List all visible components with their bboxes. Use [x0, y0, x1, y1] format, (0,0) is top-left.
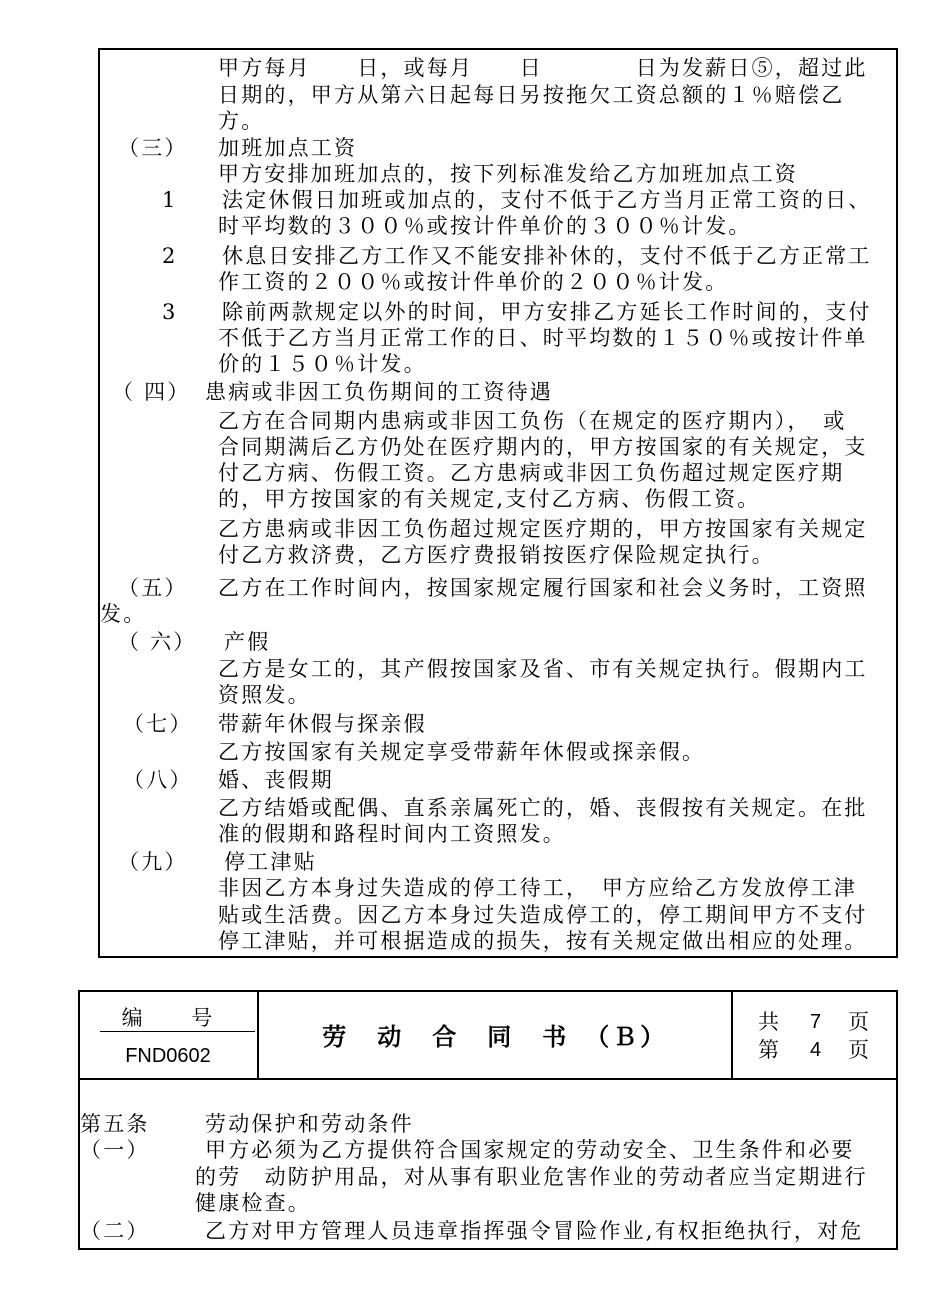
clause-line: 方。 — [218, 109, 265, 133]
total-pages-value: 7 — [810, 1011, 822, 1033]
page-number-label: 第 — [758, 1038, 782, 1062]
clause-line: 贴或生活费。因乙方本身过失造成停工的，停工期间甲方不支付 — [218, 903, 868, 927]
total-pages-unit: 页 — [848, 1010, 872, 1034]
clause-heading: 加班加点工资 — [218, 136, 358, 160]
clause-line: 法定休假日加班或加点的，支付不低于乙方当月正常工资的日、 — [222, 188, 872, 212]
clause-line: 价的１５０％计发。 — [218, 352, 427, 376]
clause-line: 乙方结婚或配偶、直系亲属死亡的，婚、丧假按有关规定。在批 — [218, 796, 868, 820]
clause-line: 付乙方救济费，乙方医疗费报销按医疗保险规定执行。 — [218, 543, 775, 567]
clause-number: （ 四） — [112, 380, 191, 404]
item-number: 1 — [162, 188, 178, 212]
clause-line: 乙方在合同期内患病或非因工负伤（在规定的医疗期内）， 或 — [218, 409, 847, 433]
clause-line: 甲方安排加班加点的，按下列标准发给乙方加班加点工资 — [218, 162, 798, 186]
item-number: 3 — [162, 300, 178, 324]
item-number: 2 — [162, 244, 178, 268]
clause-line: 休息日安排乙方工作又不能安排补休的，支付不低于乙方正常工 — [222, 244, 872, 268]
clause-line: 乙方在工作时间内，按国家规定履行国家和社会义务时，工资照 — [218, 576, 868, 600]
clause-heading: 患病或非因工负伤期间的工资待遇 — [205, 380, 553, 404]
clause-line: 乙方是女工的，其产假按国家及省、市有关规定执行。假期内工 — [218, 657, 868, 681]
article-heading: 劳动保护和劳动条件 — [205, 1112, 414, 1136]
page-number-value: 4 — [810, 1039, 822, 1061]
article-number: 第五条 — [80, 1112, 150, 1136]
clause-number: （三） — [118, 136, 188, 160]
clause-number: （九） — [118, 850, 188, 874]
clause-line: 乙方患病或非因工负伤超过规定医疗期的，甲方按国家有关规定 — [218, 517, 868, 541]
clause-line: 准的假期和路程时间内工资照发。 — [218, 822, 566, 846]
document-number-label: 编 号 — [121, 1006, 215, 1030]
item-number: （一） — [80, 1138, 150, 1162]
clause-line: 合同期满后乙方仍处在医疗期内的，甲方按国家的有关规定，支 — [218, 435, 868, 459]
clause-line: 非因乙方本身过失造成的停工待工， 甲方应给乙方发放停工津 — [218, 876, 858, 900]
clause-heading: 带薪年休假与探亲假 — [218, 712, 427, 736]
clause-line: 乙方对甲方管理人员违章指挥强令冒险作业,有权拒绝执行，对危 — [205, 1219, 864, 1243]
clause-line: 甲方必须为乙方提供符合国家规定的劳动安全、卫生条件和必要 — [205, 1138, 855, 1162]
clause-line: 时平均数的３００％或按计件单价的３００％计发。 — [218, 214, 752, 238]
clause-line: 资照发。 — [218, 683, 311, 707]
clause-line: 付乙方病、伤假工资。乙方患病或非因工负伤超过规定医疗期 — [218, 461, 845, 485]
document-number-value: FND0602 — [125, 1045, 211, 1067]
item-number: （二） — [80, 1219, 150, 1243]
document-number-underline — [100, 1031, 255, 1032]
clause-heading: 停工津贴 — [224, 850, 317, 874]
clause-heading: 婚、丧假期 — [218, 768, 334, 792]
clause-line: 除前两款规定以外的时间，甲方安排乙方延长工作时间的，支付 — [222, 300, 872, 324]
clause-line: 作工资的２００％或按计件单价的２００％计发。 — [218, 270, 729, 294]
header-divider — [731, 990, 733, 1080]
clause-line: 不低于乙方当月正常工作的日、时平均数的１５０％或按计件单 — [218, 326, 868, 350]
clause-number: （八） — [123, 768, 193, 792]
document-title: 劳 动 合 同 书 （Ｂ） — [322, 1022, 668, 1051]
clause-line: 乙方按国家有关规定享受带薪年休假或探亲假。 — [218, 740, 706, 764]
clause-number: （ 六） — [118, 630, 197, 654]
page-number-unit: 页 — [848, 1038, 872, 1062]
clause-line: 甲方每月 日，或每月 日 日为发薪日⑤，超过此 — [218, 56, 868, 80]
clause-line: 的，甲方按国家的有关规定,支付乙方病、伤假工资。 — [218, 487, 761, 511]
clause-number: （五） — [118, 576, 188, 600]
clause-line: 健康检查。 — [195, 1191, 311, 1215]
clause-line: 发。 — [100, 602, 147, 626]
clause-line: 的劳 动防护用品，对从事有职业危害作业的劳动者应当定期进行 — [195, 1165, 868, 1189]
clause-heading: 产假 — [224, 630, 271, 654]
clause-line: 日期的，甲方从第六日起每日另按拖欠工资总额的１％赔偿乙 — [218, 83, 845, 107]
clause-line: 停工津贴，并可根据造成的损失，按有关规定做出相应的处理。 — [218, 929, 868, 953]
total-pages-label: 共 — [758, 1010, 782, 1034]
clause-number: （七） — [123, 712, 193, 736]
